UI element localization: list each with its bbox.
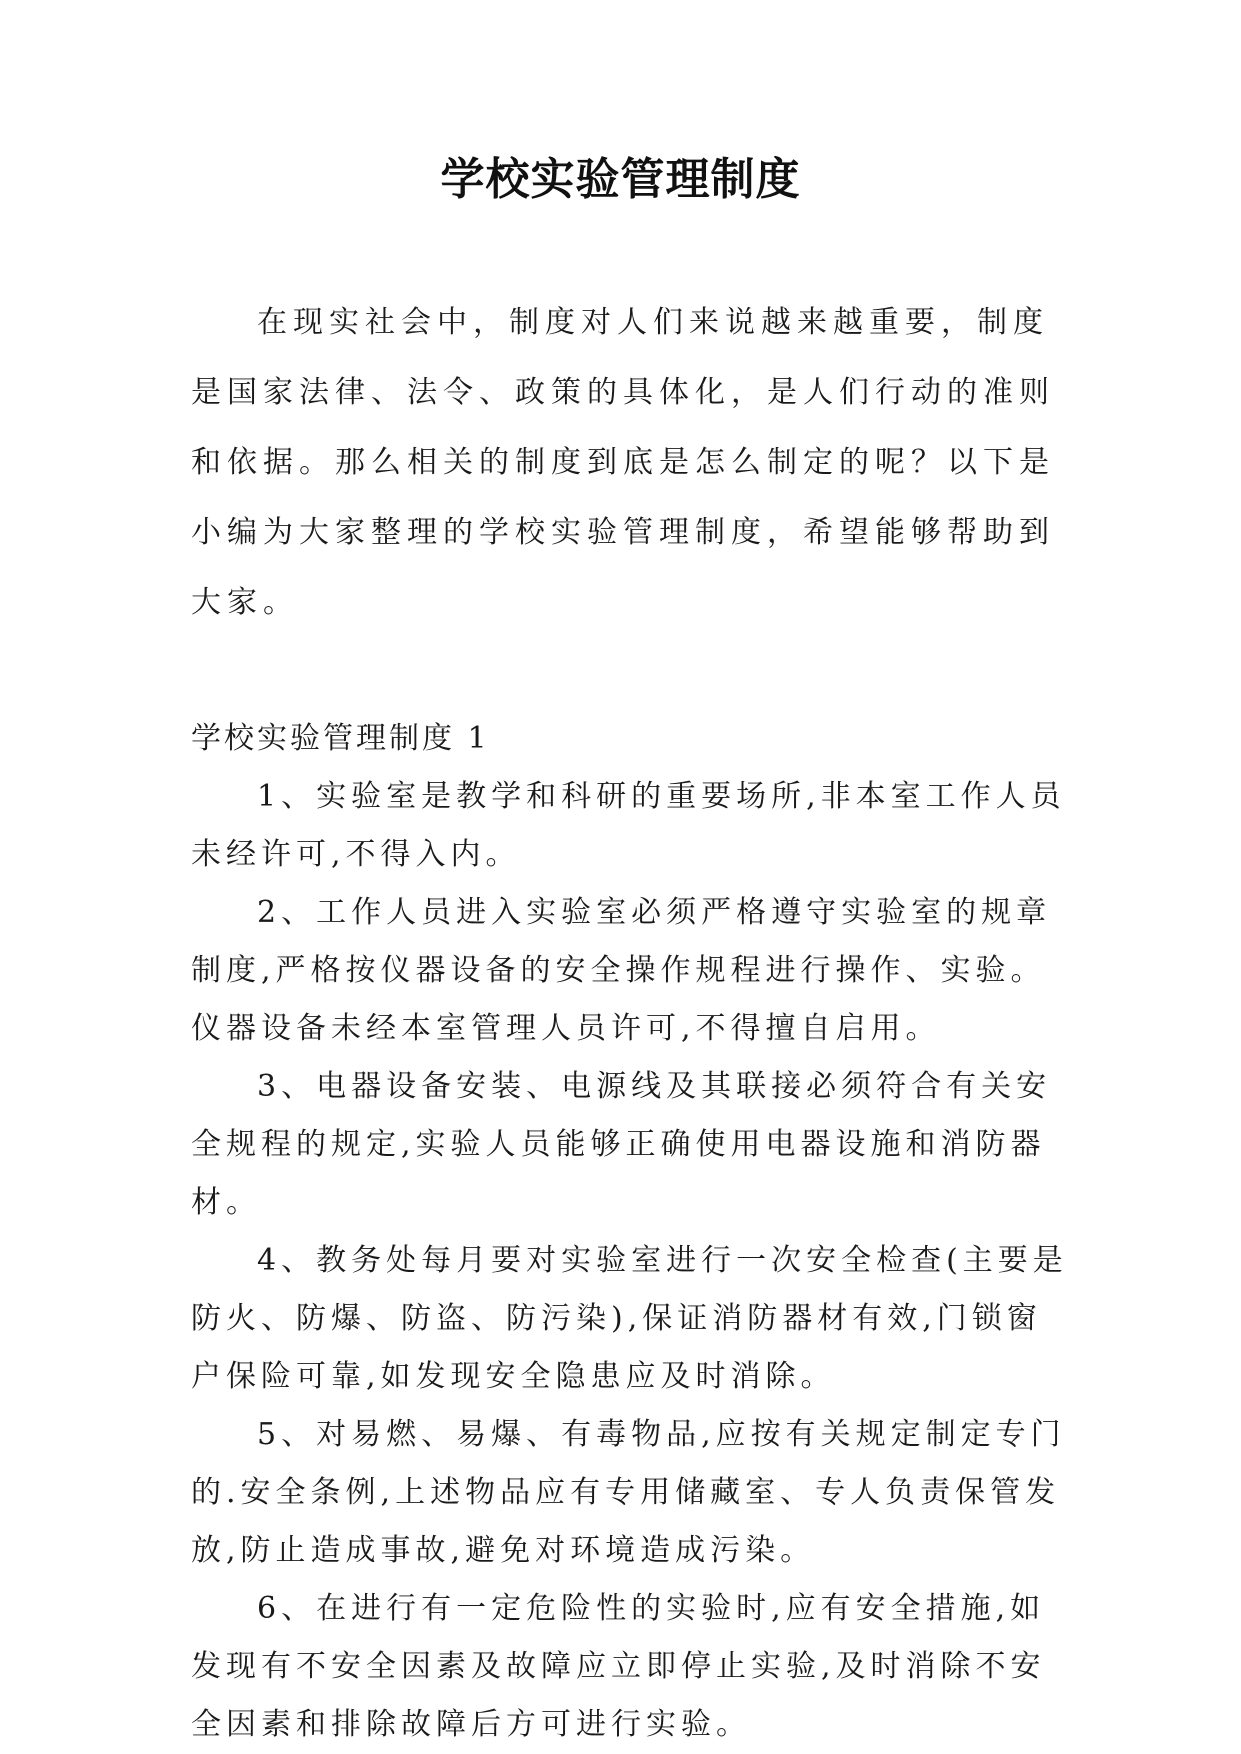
rule-item-4: 4、教务处每月要对实验室进行一次安全检查(主要是防火、防爆、防盗、防污染),保证消防器材有效,门锁窗户保险可靠,如发现安全隐患应及时消除。 [191,1243,1068,1394]
rule-item-5: 5、对易燃、易爆、有毒物品,应按有关规定制定专门的.安全条例,上述物品应有专用储藏室、专人负责保管发放,防止造成事故,避免对环境造成污染。 [191,1417,1066,1568]
rule-item-1: 1、实验室是教学和科研的重要场所,非本室工作人员未经许可,不得入内。 [191,779,1066,872]
rule-item-2: 2、工作人员进入实验室必须严格遵守实验室的规章制度,严格按仪器设备的安全操作规程进行操作、实验。仪器设备未经本室管理人员许可,不得擅自启用。 [191,895,1052,1046]
document-title: 学校实验管理制度 [440,154,801,205]
section-heading: 学校实验管理制度 1 [191,721,490,756]
rule-item-3: 3、电器设备安装、电源线及其联接必须符合有关安全规程的规定,实验人员能够正确使用电器设施和消防器材。 [191,1069,1052,1220]
rule-item-6: 6、在进行有一定危险性的实验时,应有安全措施,如发现有不安全因素及故障应立即停止实验,及时消除不安全因素和排除故障后方可进行实验。 [191,1591,1046,1742]
document-body [191,288,1071,1754]
intro-paragraph: 在现实社会中，制度对人们来说越来越重要，制度是国家法律、法令、政策的具体化，是人们行动的准则和依据。那么相关的制度到底是怎么制定的呢？以下是小编为大家整理的学校实验管理制度，希望能够帮助到大家。 [191,305,1055,620]
rules-list [191,768,1071,1754]
